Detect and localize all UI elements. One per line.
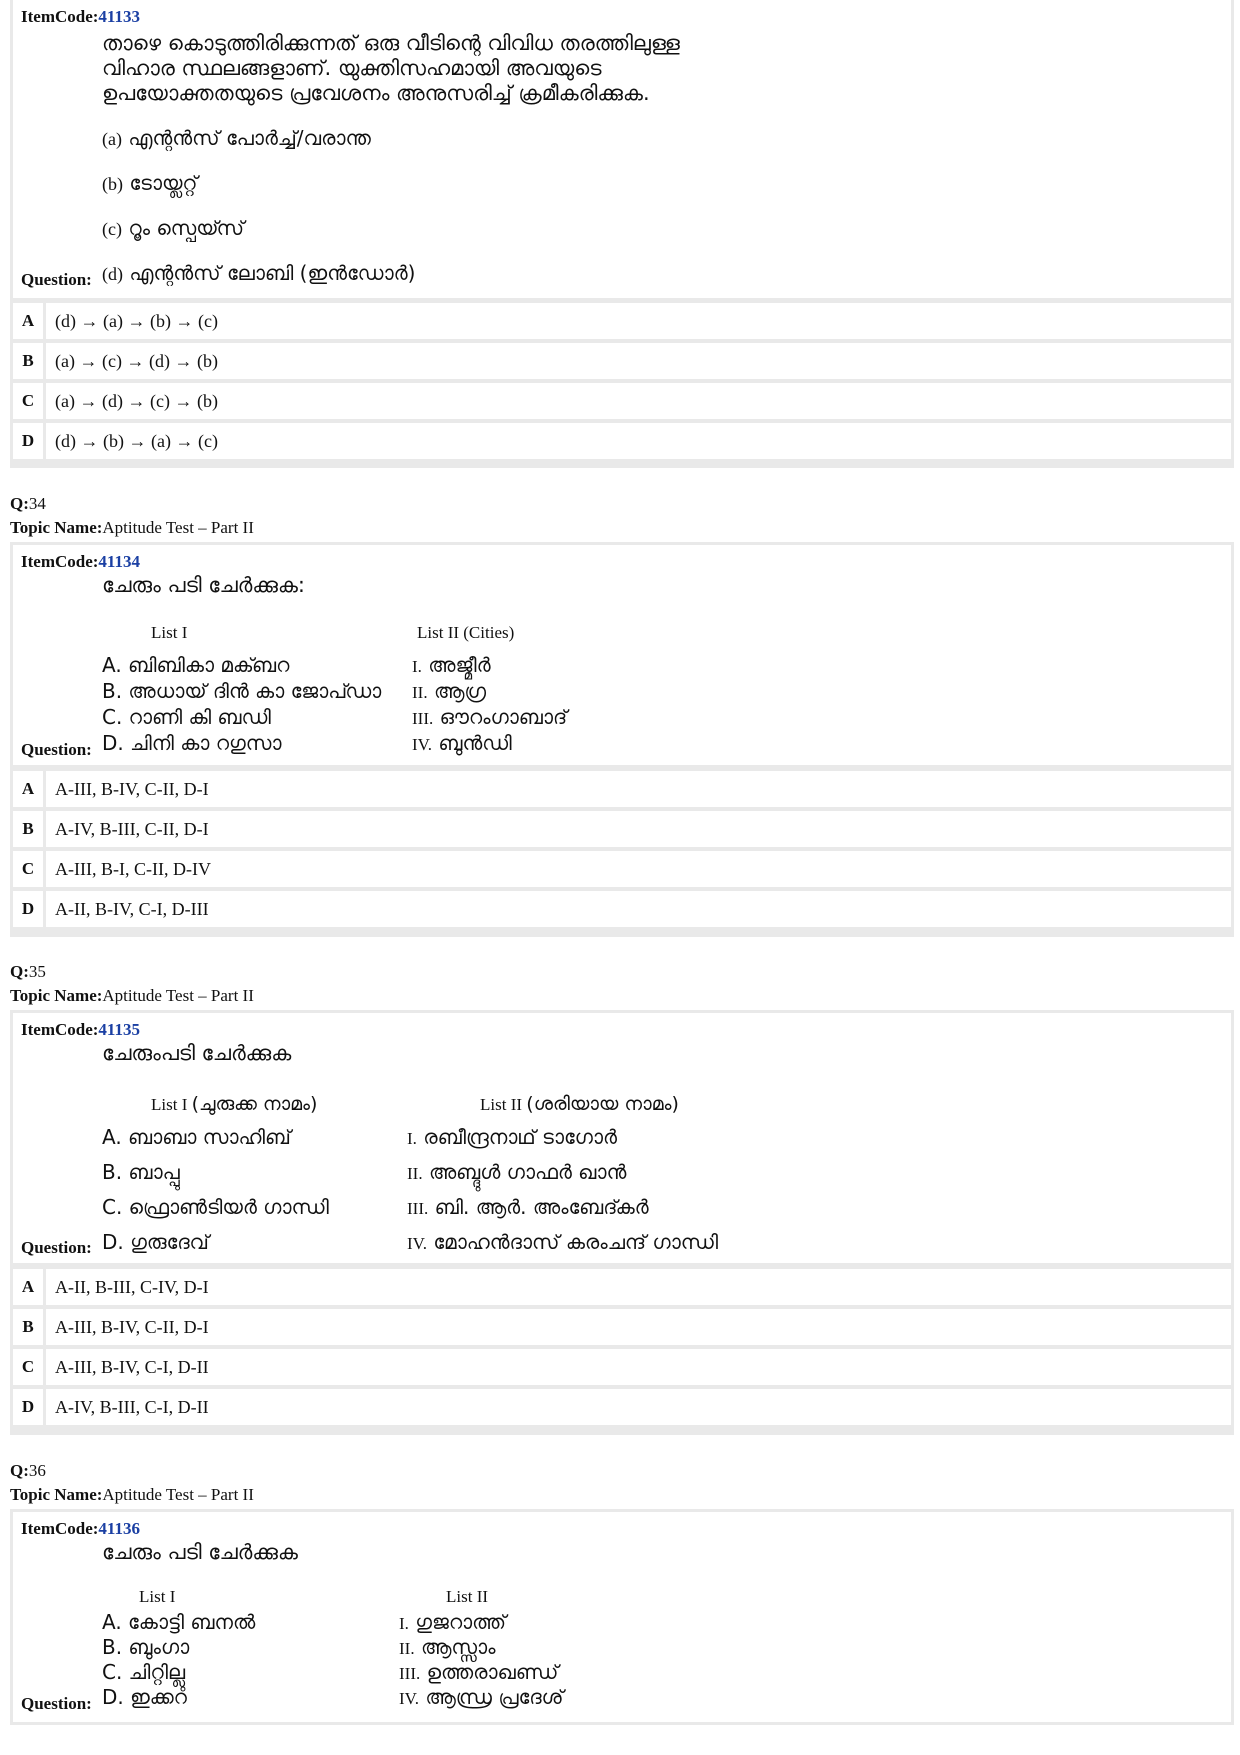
topic-name: Topic Name:Aptitude Test – Part II bbox=[10, 518, 254, 537]
question-box bbox=[13, 0, 1231, 298]
stem-item-b: (b) ടോയ്ലറ്റ് bbox=[102, 171, 198, 195]
stem-item-c: (c) റൂം സ്പെയ്സ് bbox=[102, 216, 245, 240]
list1-row: C. റാണി കി ബഡി bbox=[102, 705, 271, 729]
list2-row: III. ഔറംഗാബാദ് bbox=[412, 705, 568, 729]
question-stem: ചേരും പടി ചേർക്കുക bbox=[102, 1540, 298, 1564]
list2-header: List II (Cities) bbox=[417, 623, 515, 642]
list2-row: III. ബി. ആർ. അംബേദ്കർ bbox=[407, 1195, 649, 1219]
question-label: Question: bbox=[21, 270, 92, 289]
item-code: ItemCode:41135 bbox=[21, 1020, 140, 1039]
list2-row: II. ആസ്സാം bbox=[399, 1635, 496, 1659]
item-code: ItemCode:41133 bbox=[21, 7, 140, 26]
option-d[interactable]: D A-IV, B-III, C-I, D-II bbox=[13, 1389, 1231, 1425]
question-box bbox=[13, 545, 1231, 765]
option-a[interactable]: A (d) → (a) → (b) → (c) bbox=[13, 303, 1231, 339]
list2-header: List II bbox=[446, 1587, 489, 1606]
option-a[interactable]: A A-II, B-III, C-IV, D-I bbox=[13, 1269, 1231, 1305]
item-code: ItemCode:41134 bbox=[21, 552, 140, 571]
item-code-value: 41133 bbox=[98, 7, 140, 26]
list1-header: List I bbox=[139, 1587, 176, 1606]
question-card-41134 bbox=[10, 542, 1234, 937]
list1-row: D. ചിനി കാ റഗുസാ bbox=[102, 731, 282, 755]
list1-row: B. ബുംഗാ bbox=[102, 1635, 190, 1659]
list2-row: II. ആഗ്ര bbox=[412, 679, 487, 703]
list1-header: List I (ചുരുക്ക നാമം) bbox=[151, 1093, 318, 1115]
question-card-41133 bbox=[10, 0, 1234, 468]
list1-row: A. ബാബാ സാഹിബ് bbox=[102, 1125, 291, 1149]
question-box bbox=[13, 1013, 1231, 1263]
option-b[interactable]: B A-IV, B-III, C-II, D-I bbox=[13, 811, 1231, 847]
stem-item-d: (d) എന്റൻസ് ലോബി (ഇൻഡോർ) bbox=[102, 261, 416, 285]
option-c[interactable]: C A-III, B-IV, C-I, D-II bbox=[13, 1349, 1231, 1385]
list2-row: II. അബ്ദുൾ ഗാഫർ ഖാൻ bbox=[407, 1160, 627, 1184]
question-stem: ചേരും പടി ചേർക്കുക: bbox=[102, 573, 305, 597]
question-label: Question: bbox=[21, 740, 92, 759]
option-d[interactable]: D (d) → (b) → (a) → (c) bbox=[13, 423, 1231, 459]
option-b[interactable]: B A-III, B-IV, C-II, D-I bbox=[13, 1309, 1231, 1345]
item-code: ItemCode:41136 bbox=[21, 1519, 140, 1538]
topic-name: Topic Name:Aptitude Test – Part II bbox=[10, 986, 254, 1005]
option-c[interactable]: C (a) → (d) → (c) → (b) bbox=[13, 383, 1231, 419]
question-number: Q:36 bbox=[10, 1461, 46, 1480]
option-a[interactable]: A A-III, B-IV, C-II, D-I bbox=[13, 771, 1231, 807]
item-code-value: 41135 bbox=[98, 1020, 140, 1039]
list2-row: IV. ആന്ധ്ര പ്രദേശ് bbox=[399, 1685, 564, 1709]
list2-header: List II (ശരിയായ നാമം) bbox=[480, 1093, 679, 1115]
question-number: Q:34 bbox=[10, 494, 46, 513]
list1-row: A. കോട്ടി ബനൽ bbox=[102, 1610, 256, 1634]
list1-row: D. ഗുരുദേവ് bbox=[102, 1230, 209, 1254]
question-label: Question: bbox=[21, 1694, 92, 1713]
question-label: Question: bbox=[21, 1238, 92, 1257]
option-d[interactable]: D A-II, B-IV, C-I, D-III bbox=[13, 891, 1231, 927]
option-c[interactable]: C A-III, B-I, C-II, D-IV bbox=[13, 851, 1231, 887]
list1-header: List I bbox=[151, 623, 188, 642]
list1-row: C. ഫ്രൊൺടിയർ ഗാന്ധി bbox=[102, 1195, 329, 1219]
question-card-41136 bbox=[10, 1509, 1234, 1725]
question-number: Q:35 bbox=[10, 962, 46, 981]
item-code-value: 41134 bbox=[98, 552, 140, 571]
list2-row: I. ഗുജറാത്ത് bbox=[399, 1610, 507, 1634]
list2-row: III. ഉത്തരാഖണ്ഡ് bbox=[399, 1660, 559, 1684]
question-stem: താഴെ കൊടുത്തിരിക്കുന്നത് ഒരു വീടിന്റെ വിവിധ തരത്തിലുള്ള വിഹാര സ്ഥലങ്ങളാണ്. യുക്തിസഹമായി അവയുടെ ഉപയോക്തതയുടെ പ്രവേശനം അനുസരിച്ച് ക്രമീകരിക്കുക. bbox=[102, 31, 680, 105]
list2-row: IV. മോഹൻദാസ് കരംചന്ദ് ഗാന്ധി bbox=[407, 1230, 719, 1254]
list2-row: I. രബീന്ദ്രനാഥ് ടാഗോർ bbox=[407, 1125, 617, 1149]
stem-item-a: (a) എന്റൻസ് പോർച്ച്/വരാന്ത bbox=[102, 126, 371, 150]
item-code-value: 41136 bbox=[98, 1519, 140, 1538]
question-box bbox=[13, 1512, 1231, 1722]
question-card-41135 bbox=[10, 1010, 1234, 1435]
option-b[interactable]: B (a) → (c) → (d) → (b) bbox=[13, 343, 1231, 379]
topic-name: Topic Name:Aptitude Test – Part II bbox=[10, 1485, 254, 1504]
list1-row: B. ബാപ്പു bbox=[102, 1160, 180, 1184]
list1-row: A. ബിബികാ മക്ബറ bbox=[102, 653, 290, 677]
question-stem: ചേരുംപടി ചേർക്കുക bbox=[102, 1041, 292, 1065]
list1-row: C. ചിറ്റില്ലു bbox=[102, 1660, 186, 1684]
list1-row: D. ഇക്കറ bbox=[102, 1685, 187, 1709]
list2-row: IV. ബുൻഡി bbox=[412, 731, 512, 755]
list1-row: B. അധായ് ദിൻ കാ ജോപ്ഡാ bbox=[102, 679, 382, 703]
list2-row: I. അജ്മീർ bbox=[412, 653, 491, 677]
